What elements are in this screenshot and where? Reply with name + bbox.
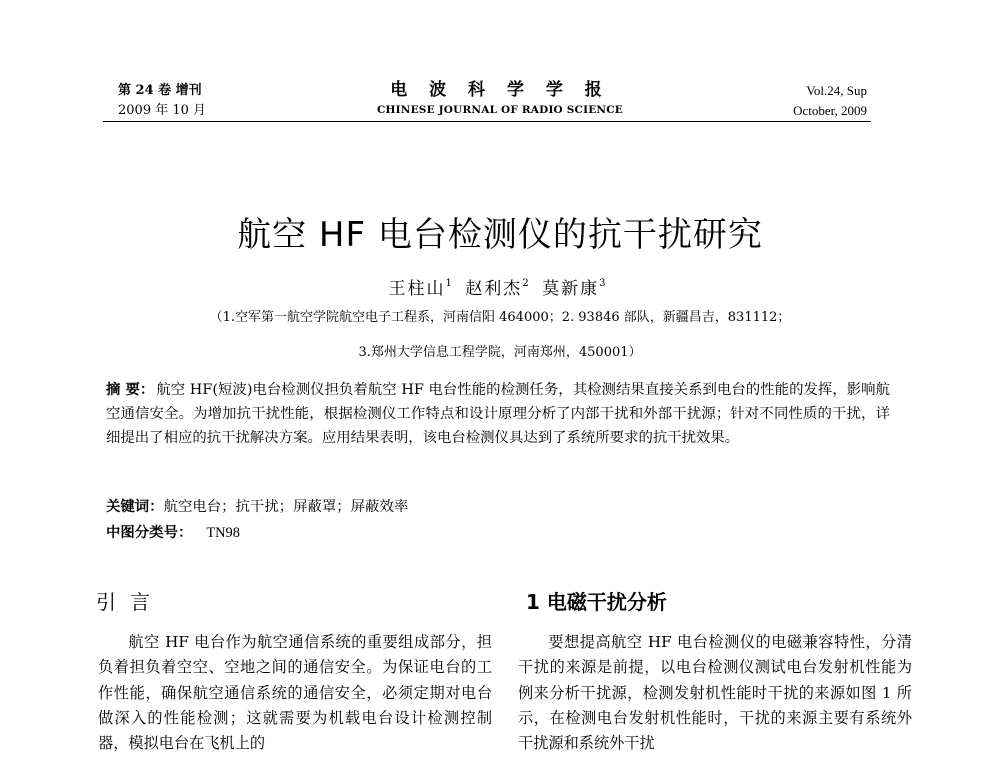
affiliation-line-1: （1.空军第一航空学院航空电子工程系，河南信阳 464000；2. 93846 部队，新疆昌吉，831112；: [209, 310, 791, 325]
keywords-text: 航空电台；抗干扰；屏蔽罩；屏蔽效率: [163, 499, 409, 515]
section-intro-body: 航空 HF 电台作为航空通信系统的重要组成部分，担负着担负着空空、空地之间的通信安全。为保证电台的工作性能，确保航空通信系统的通信安全，必须定期对电台做深入的性能检测；这就需要为机载电台设计检测控制器，模拟电台在飞机上的: [98, 633, 492, 753]
keywords: [106, 495, 408, 519]
author-name: 王柱山: [388, 279, 446, 299]
classification-value: TN98: [206, 525, 240, 541]
author-name: 莫新康: [542, 279, 600, 299]
header-volume-info: [118, 81, 206, 121]
classification-label: 中图分类号：: [106, 524, 193, 541]
author-affil-mark: 2: [522, 278, 529, 289]
header-volume-info-en: [793, 81, 867, 121]
paper-title: 航空 HF 电台检测仪的抗干扰研究: [237, 215, 763, 255]
journal-name-en: CHINESE JOURNAL OF RADIO SCIENCE: [377, 104, 623, 116]
author-affil-mark: 3: [599, 278, 606, 289]
journal-name-cn: 电 波 科 学 学 报: [390, 80, 610, 100]
header-volume: 第 24 卷 增刊: [118, 83, 202, 98]
abstract-label: 摘 要：: [106, 381, 155, 398]
header-date-en: October, 2009: [793, 103, 867, 118]
header-divider: [103, 121, 871, 122]
header-journal: [340, 78, 660, 118]
classification: [106, 521, 240, 545]
author-list: [0, 272, 1000, 301]
section-1-title: 1 电磁干扰分析: [526, 590, 667, 614]
section-intro-title: 引言: [96, 590, 164, 614]
author-affil-mark: 1: [445, 278, 452, 289]
header-volume-en: Vol.24, Sup: [806, 83, 867, 98]
author-name: 赵利杰: [465, 279, 523, 299]
abstract-text: 航空 HF(短波)电台检测仪担负着航空 HF 电台性能的检测任务，其检测结果直接关系到电台的性能的发挥，影响航空通信安全。为增加抗干扰性能，根据检测仪工作特点和设计原理分析了内部干扰和外部干扰源；针对不同性质的干扰，详细提出了相应的抗干扰解决方案。应用结果表明，该电台检测仪具达到了系统所要求的抗干扰效果。: [106, 382, 890, 446]
header-date: 2009 年 10 月: [118, 103, 207, 118]
keywords-label: 关键词：: [106, 498, 164, 515]
affiliation-line-2: 3.郑州大学信息工程学院，河南郑州，450001）: [358, 345, 642, 360]
abstract: [106, 378, 890, 450]
section-1-body: 要想提高航空 HF 电台检测仪的电磁兼容特性，分清干扰的来源是前提，以电台检测仪测试电台发射机性能为例来分析干扰源，检测发射机性能时干扰的来源如图 1 所示，在检测电台发射机性能时，干扰的来源主要有系统外干扰源和系统外干扰: [518, 633, 912, 753]
